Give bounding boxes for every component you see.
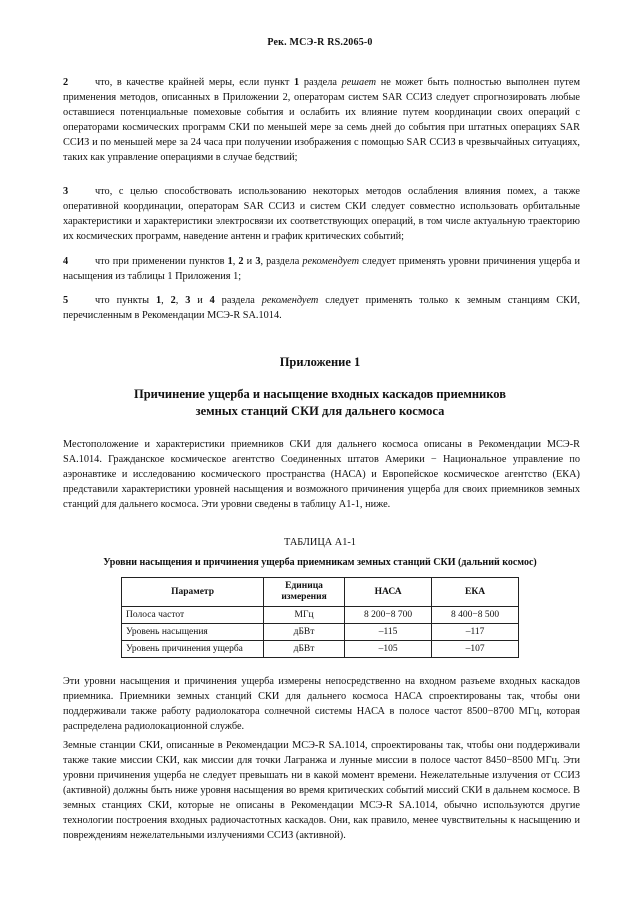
item-number: 2 xyxy=(63,77,69,88)
annex-subtitle-line-1: Причинение ущерба и насыщение входных каскадов приемников xyxy=(134,387,506,401)
header-unit: Единица измерения xyxy=(264,578,345,607)
table-row xyxy=(122,641,519,658)
annex-subtitle-line-2: земных станций СКИ для дальнего космоса xyxy=(195,404,445,418)
table-cell: –107 xyxy=(432,641,519,658)
header-esa: ЕКА xyxy=(432,578,519,607)
page-header: Рек. МСЭ-R RS.2065-0 xyxy=(267,37,373,48)
table-cell: Уровень причинения ущерба xyxy=(122,641,264,658)
table-row xyxy=(122,624,519,641)
paragraph-item-3: 3 что, с целью способствовать использованию некоторых методов ослабления влияния помех, а также оперативной координации, операторам SAR ССИЗ и систем СКИ следует совместно использовать орбитальные характеристики и характеристики электросвязи их соответствующих операций, в том числе актуальную траекторию их космических программ, наведение антенн и график критических событий; xyxy=(63,186,580,242)
paragraph-after-table: Эти уровни насыщения и причинения ущерба измерены непосредственно на входном разъеме входных каскадов приемника. Приемники земных станций СКИ для дальнего космоса НАСА спроектированы так, чтобы они поддерживали также работу радиолокатора солнечной системы НАСА в полосе частот 8500−8700 МГц, которая распределена радиолокационной службе. xyxy=(63,676,580,732)
table-cell: –105 xyxy=(345,641,432,658)
item-number: 4 xyxy=(63,256,69,267)
paragraph-item-5: 5 что пункты 1, 2, 3 и 4 раздела рекомендует следует применять только к земным станциям СКИ, перечисленным в Рекомендации МСЭ-R SA.1014. xyxy=(63,295,580,321)
intro-paragraph: Местоположение и характеристики приемников СКИ для дальнего космоса описаны в Рекомендации МСЭ-R SA.1014. Гражданское космическое агентство Соединенных штатов Америки − Национальное управление по аэронавтике и исследованию космического пространства (НАСА) и Европейское космическое агентство (ЕКА) представили характеристики уровней насыщения и возможного причинения ущерба для своих приемников земных станций для дальнего космоса. Эти уровни сведены в таблицу А1-1, ниже. xyxy=(63,439,580,510)
paragraph-last: Земные станции СКИ, описанные в Рекомендации МСЭ-R SA.1014, спроектированы так, чтобы они поддерживали также такие миссии СКИ, как миссии для точки Лагранжа и лунные миссии в полосе частот 8450−8500 МГц. Эти уровни причинения ущерба не следует превышать ни в какой момент времени. Нежелательные излучения от ССИЗ (активной) должны быть ниже уровня насыщения во время критических событий миссий СКИ в дальнем космосе. В земных станциях СКИ, которые не описаны в Рекомендации МСЭ-R SA.1014, обычно используются другие технологии построения входных радиочастотных каскадов. Они, как правило, менее чувствительны к насыщению и повреждениям нежелательными излучениями ССИЗ (активной). xyxy=(63,740,580,841)
table-cell: –115 xyxy=(345,624,432,641)
table-cell: 8 200−8 700 xyxy=(345,607,432,624)
paragraph-item-2: 2 что, в качестве крайней меры, если пункт 1 раздела решает не может быть полностью выполнен путем применения методов, описанных в Приложении 2, операторам систем SAR ССИЗ следует спрогнозировать любые оставшиеся потенциальные помеховые события и ослабить их влияние путем координации своих операций с операторами космических программ СКИ по меньшей мере за семь дней до события при штатных операциях SAR ССИЗ и по меньшей мере за 24 часа при получении изображения с помощью SAR ССИЗ в чрезвычайных ситуациях, таких как управление операциями в случае бедствий; xyxy=(63,77,580,163)
table-cell: дБВт xyxy=(264,624,345,641)
header-parameter: Параметр xyxy=(122,578,264,607)
table-cell: –117 xyxy=(432,624,519,641)
table-cell: МГц xyxy=(264,607,345,624)
table-header-row xyxy=(122,578,519,607)
item-number: 3 xyxy=(63,186,69,197)
header-nasa: НАСА xyxy=(345,578,432,607)
table-cell: Уровень насыщения xyxy=(122,624,264,641)
table-cell: Полоса частот xyxy=(122,607,264,624)
table-row xyxy=(122,607,519,624)
item-number: 5 xyxy=(63,295,69,306)
table-label: ТАБЛИЦА А1-1 xyxy=(284,537,356,548)
table-cell: дБВт xyxy=(264,641,345,658)
table-title: Уровни насыщения и причинения ущерба приемникам земных станций СКИ (дальний космос) xyxy=(103,557,537,568)
annex-subtitle xyxy=(0,386,640,420)
annex-title: Приложение 1 xyxy=(279,355,361,369)
paragraph-item-4: 4 что при применении пунктов 1, 2 и 3, раздела рекомендует следует применять уровни причинения ущерба и насыщения из таблицы 1 Приложения 1; xyxy=(63,256,581,282)
levels-table xyxy=(121,577,519,658)
table-cell: 8 400−8 500 xyxy=(432,607,519,624)
